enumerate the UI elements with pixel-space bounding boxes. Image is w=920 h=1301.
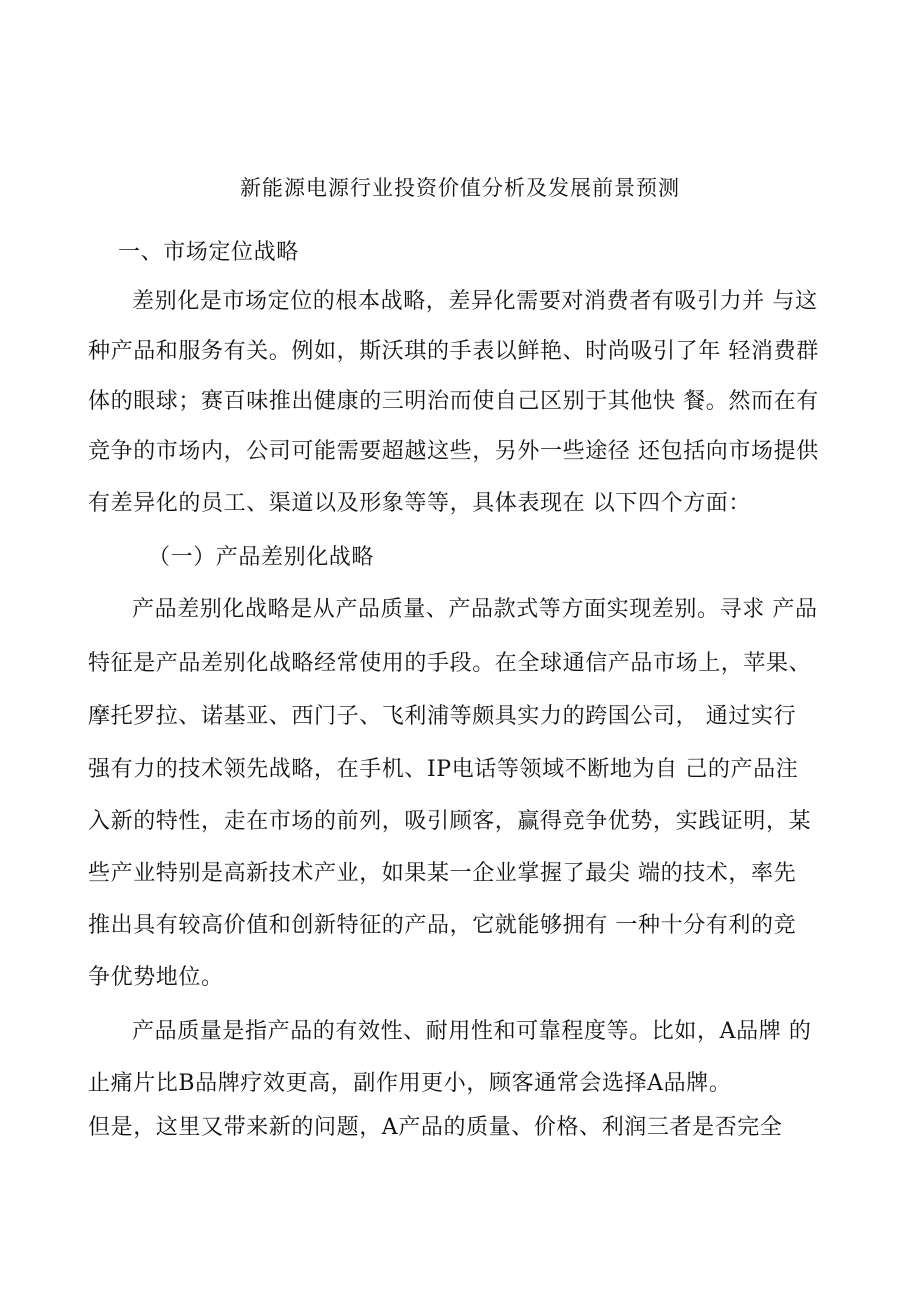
paragraph-line: 摩托罗拉、诺基亚、西门子、飞利浦等颇具实力的跨国公司， 通过实行 (88, 704, 797, 729)
paragraph-line: 强有力的技术领先战略，在手机、IP电话等领域不断地为自 己的产品注 (88, 757, 799, 782)
paragraph-line: 竞争的市场内，公司可能需要超越这些，另外一些途径 还包括向市场提供 (88, 439, 819, 464)
paragraph-line: 特征是产品差别化战略经常使用的手段。在全球通信产品市场上，苹果、 (88, 651, 812, 676)
paragraph-line: 但是，这里又带来新的问题，A产品的质量、价格、利润三者是否完全 (88, 1115, 783, 1140)
subsection-heading: （一）产品差别化战略 (148, 545, 375, 570)
paragraph-line: 止痛片比B品牌疗效更高，副作用更小，顾客通常会选择A品牌。 (88, 1071, 732, 1096)
section-heading: 一、市场定位战略 (118, 240, 299, 265)
paragraph-line: 产品差别化战略是从产品质量、产品款式等方面实现差别。寻求 产品 (132, 597, 818, 622)
paragraph-line: 有差异化的员工、渠道以及形象等等，具体表现在 以下四个方面： (88, 491, 751, 516)
paragraph-line: 些产业特别是高新技术产业，如果某一企业掌握了最尖 端的技术，率先 (88, 861, 797, 886)
paragraph-line: 争优势地位。 (88, 965, 224, 990)
paragraph-line: 产品质量是指产品的有效性、耐用性和可靠程度等。比如，A品牌 的 (132, 1019, 812, 1044)
paragraph-line: 种产品和服务有关。例如，斯沃琪的手表以鲜艳、时尚吸引了年 轻消费群 (88, 339, 819, 364)
paragraph-line: 体的眼球；赛百味推出健康的三明治而使自己区别于其他快 餐。然而在有 (88, 389, 819, 414)
paragraph-line: 入新的特性，走在市场的前列，吸引顾客，赢得竞争优势，实践证明，某 (88, 809, 812, 834)
paragraph-line: 推出具有较高价值和创新特征的产品，它就能够拥有 一种十分有利的竞 (88, 913, 797, 938)
document-title: 新能源电源行业投资价值分析及发展前景预测 (240, 176, 680, 200)
paragraph-line: 差别化是市场定位的根本战略，差异化需要对消费者有吸引力并 与这 (132, 289, 818, 314)
